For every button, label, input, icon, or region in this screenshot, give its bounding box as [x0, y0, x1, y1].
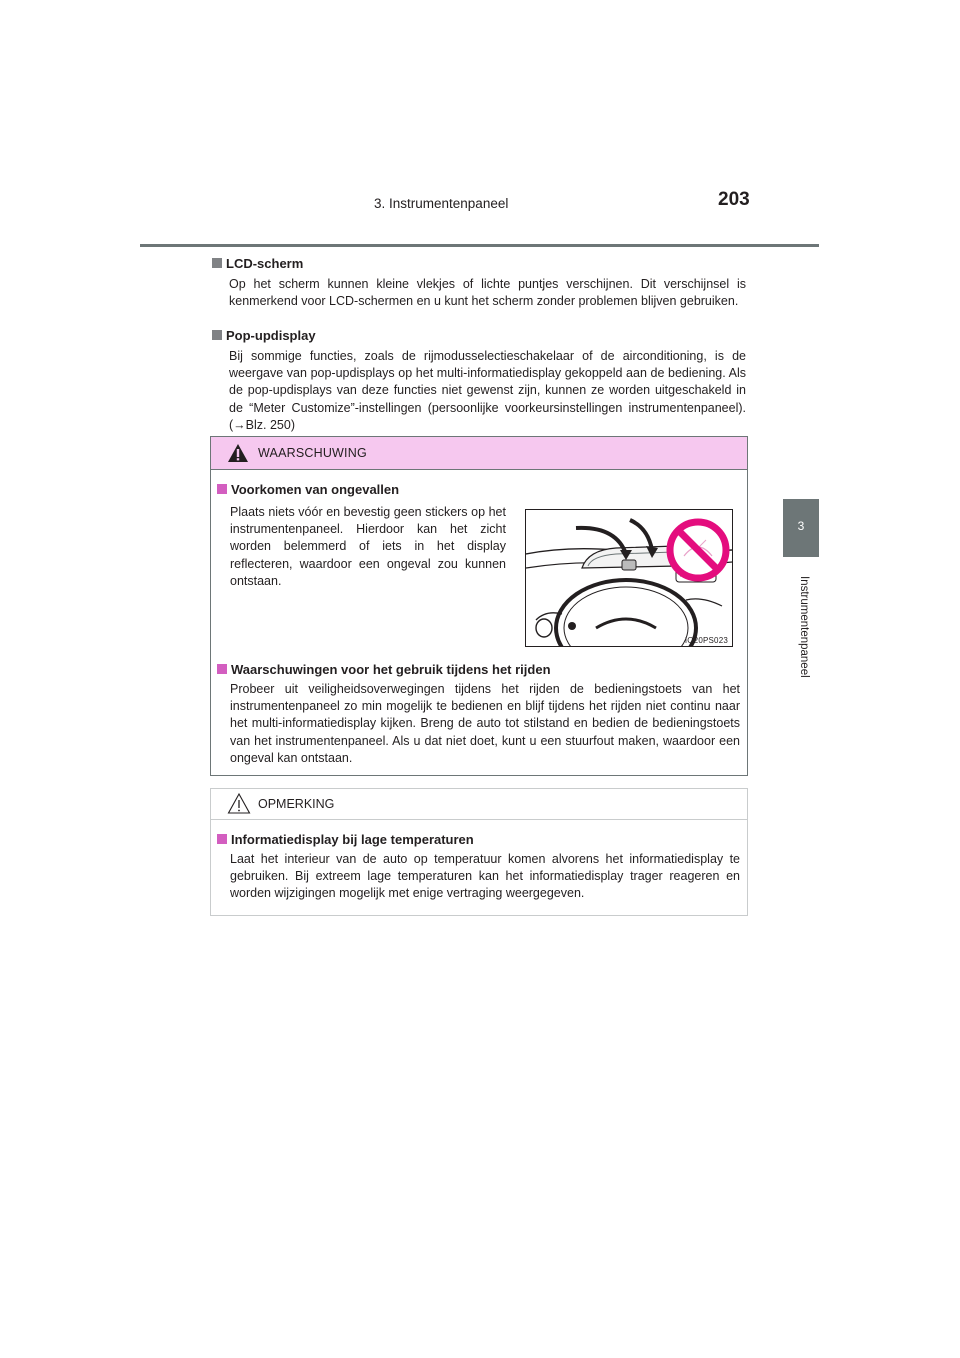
- bullet-square-icon: [217, 664, 227, 674]
- section-pop-updisplay: [212, 327, 746, 434]
- header-rule: [140, 244, 819, 247]
- note-item-heading: Informatiedisplay bij lage temperaturen: [217, 831, 474, 849]
- warning-box: [210, 436, 748, 776]
- note-title: OPMERKING: [258, 797, 335, 811]
- note-box: [210, 788, 748, 916]
- dashboard-illustration: [525, 509, 733, 647]
- chapter-tab: [783, 499, 819, 557]
- bullet-square-icon: [212, 330, 222, 340]
- section-heading: LCD-scherm: [212, 255, 746, 273]
- figure-code: IO20PS023: [684, 636, 728, 645]
- warning-header: [211, 437, 747, 470]
- caution-triangle-icon: [227, 792, 251, 816]
- warning-title: WAARSCHUWING: [258, 446, 367, 460]
- section-lcd-scherm: [212, 255, 746, 310]
- note-item-text: Laat het interieur van de auto op temperatuur komen alvorens het informatiedisplay te gebruiken. Bij extreem lage temperaturen kan het informatiedisplay trager reageren en worden wijzigingen mogelijk met enige vertraging weergegeven.: [230, 852, 740, 901]
- warning-item-text: Plaats niets vóór en bevestig geen stickers op het instrumentenpaneel. Hierdoor kan het zicht worden belemmerd of iets in het display reflecteren, waardoor een ongeval zou kunnen ontstaan.: [230, 505, 506, 588]
- bullet-square-icon: [212, 258, 222, 268]
- chapter-number: 3: [797, 519, 805, 533]
- warning-item-text: Probeer uit veiligheidsoverwegingen tijdens het rijden de bedieningstoets van het instrumentenpaneel zo min mogelijk te bedienen en blijf tijdens het rijden niet continu naar het multi-informatiedisplay kijken. Breng de auto tot stilstand en bedien de bedieningstoets van het instrumentenpaneel. Als u dat niet doet, kunt u een stuurfout maken, waardoor een ongeval kan ontstaan.: [230, 682, 740, 765]
- section-text: Op het scherm kunnen kleine vlekjes of lichte puntjes verschijnen. Dit verschijnsel is kenmerkend voor LCD-schermen en u kunt het scherm zonder problemen blijven gebruiken.: [229, 277, 746, 309]
- section-heading: Pop-updisplay: [212, 327, 746, 345]
- bullet-square-icon: [217, 834, 227, 844]
- running-header-section: 3. Instrumentenpaneel: [374, 196, 509, 211]
- warning-item-heading: Voorkomen van ongevallen: [217, 481, 399, 499]
- page-number: 203: [718, 189, 750, 210]
- prohibition-icon: [666, 518, 730, 582]
- bullet-square-icon: [217, 484, 227, 494]
- note-header: [211, 789, 747, 820]
- warning-item-heading: Waarschuwingen voor het gebruik tijdens het rijden: [217, 661, 551, 679]
- warning-triangle-icon: [227, 443, 249, 463]
- section-text: Bij sommige functies, zoals de rijmodusselectieschakelaar of de airconditioning, is de weergave van pop-updisplays op het multi-informatiedisplay gekoppeld aan de bediening. Als de pop-updisplays van deze functies niet gewenst zijn, kunnen ze worden uitgeschakeld in de “Meter Customize”-instellingen (persoonlijke voorkeursinstellingen instrumentenpaneel). (→Blz. 250): [229, 349, 746, 432]
- chapter-label: Instrumentenpaneel: [798, 576, 810, 678]
